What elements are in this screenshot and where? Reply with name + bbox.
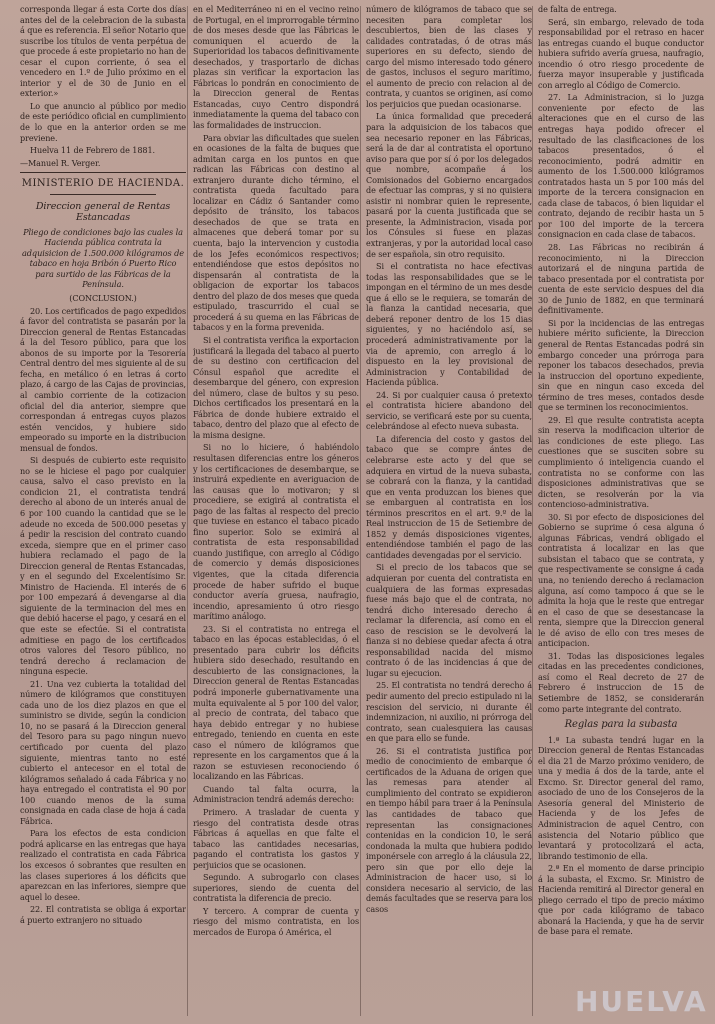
paragraph: Y tercero. A comprar de cuenta y riesgo del mismo contratista, en los mercados de Europa ó América, el [193,905,359,938]
paragraph: en el Mediterráneo ni en el vecino reino de Portugal, en el improrrogable término de dos meses desde que las Fábricas le comuniquen el acuerdo de la Superioridad los tabacos definitivamente desechados, y trasportarlo de dichas plazas sin verificar la exportacion las Fábricas lo pondrán en conocimiento de la Direccion general de Rentas Estancadas, cuyo Centro dispondrá inmediatamente la quema del tabaco con las formalidades de instruccion. [193,4,359,131]
signature: —Manuel R. Verger. [20,157,101,168]
paragraph: Si después de cubierto este requisito no se le hiciese el pago por cualquier causa, salvo el caso previsto en la condicion 21, el contratista tendrá derecho al abono de un interés anual de 6 por 100 cuando la cantidad que se le adeude no exceda de 500.000 pesetas y á pedir la rescision del contrato cuando exceda, siempre que en el primer caso hubiera reclamado el pago de la Direccion general de Rentas Estancadas, y en el segundo del Excelentísimo Sr. Ministro de Hacienda. El interés de 6 por 100 empezará á devengarse al dia siguiente de la terminacion del mes en que debió hacerse el pago, y cesará en el que este se efectúe. Si el contratista admitiese en pago de los certificados otros valores del Tesoro público, no tendrá derecho á reclamacion de ninguna especie. [20,455,186,677]
paragraph: 28. Las Fábricas no recibirán á reconocimiento, ni la Direccion autorizará el de ninguna partida de tabaco presentada por el contratista por cuenta de este servicio despues del dia 30 de Junio de 1882, en que terminará definitivamente. [538,242,704,316]
column-rule [360,6,361,1016]
paragraph: 26. Si el contratista justifica por medio de conocimiento de embarque ó certificados de la Aduana de origen que las remesas para atender al cumplimiento del contrato se expidieron en tiempo hábil para traer á la Península las cantidades de tabaco que representan las consignaciones contenidas en la condicion 10, le será condonada la multa que hubiera podido imponérsele con arreglo á la cláusula 22, pero sin que por ello deje la Administracion de hacer uso, si lo considera necesario al servicio, de las demás facultades que se reserva para los casos [366,745,532,914]
paragraph: corresponda llegar á esta Corte dos días antes del de la celebracion de la subasta á que es referencia. El señor Notario que suscribe los títulos de venta perpétua de que procede á este propietario no han de cesar el cupon corriente, ó sea el vencedero en 1.º de Julio próximo en el interior y el de 30 de Junio en el exterior.» [20,4,186,99]
watermark-logo: HUELVA [575,985,708,1018]
paragraph: Si por la incidencias de las entregas hubiere mérito suficiente, la Direccion general de Rentas Estancadas podrá sin embargo conceder una prórroga para reponer los tabacos desechados, previa la instruccion del oportuno expediente, sin que en ningun caso exceda del término de tres meses, contados desde que se terminen los reconocimientos. [538,317,704,413]
paragraph: Para los efectos de esta condicion podrá aplicarse en las entregas que haya realizado el contratista en cada Fábrica los excesos ó sobrantes que resulten en las clases superiores á los déficits que aparezcan en las inferiores, siempre que aquel lo desee. [20,828,186,902]
paragraph: Si el contratista no hace efectivas todas las responsabilidades que se le impongan en el término de un mes desde que á ello se le requiera, se tomarán de la fianza la cantidad necesaria, que deberá reponer dentro de los 15 dias siguientes, y no haciéndolo así, se procederá administrativamente por la via de apremio, con arreglo á lo dispuesto en la ley provisional de Administracion y Contabilidad de Hacienda pública. [366,261,532,388]
column-1 [20,4,186,1020]
column-rule [532,6,533,1016]
paragraph: número de kilógramos de tabaco que se necesiten para completar los descubiertos, bien de las clases y calidades contratadas, ó de otras más superiores en su defecto, siendo de cargo del mismo interesado todo género de gastos, inclusos el seguro marítimo, el aumento de precio con relacion al de contrata, y cuantos se originen, así como los perjuicios que puedan ocasionarse. [366,4,532,109]
paragraph: Segundo. A subrogarlo con clases superiores, siendo de cuenta del contratista la diferencia de precio. [193,872,359,904]
paragraph: 1.ª La subasta tendrá lugar en la Direccion general de Rentas Estancadas el dia 21 de Marzo próximo venidero, de una y media á dos de la tarde, ante el Excmo. Sr. Director general del ramo, asociado de uno de los Consejeros de la Asesoría general del Ministerio de Hacienda y de los Jefes de Administracion de aquel Centro, con asistencia del Notario público que levantará y protocolizará el acta, librando testimonio de ella. [538,734,704,861]
paragraph: Lo que anuncio al público por medio de este periódico oficial en cumplimiento de lo que en la anterior orden se me previene. [20,100,186,143]
paragraph: Para obviar las dificultades que suelen en ocasiones de la falta de buques que admitan carga en los puntos en que radican las Fábricas con destino al extranjero durante dicho término, el contratista queda facultado para localizar en Cádiz ó Santander como depósito de tránsito, los tabacos desechados de que se trata en almacenes que deberá tomar por su cuenta, bajo la intervencion y custodia de los Jefes económicos respectivos; entendiéndose que estos depósitos no dispensarán al contratista de la obligacion de exportar los tabacos dentro del plazo de dos meses que queda estipulado, trascurrido el cual se procederá á su quema en las Fábricas de tabacos y en la forma prevenida. [193,132,359,333]
paragraph: Si el precio de los tabacos que se adquieran por cuenta del contratista en cualquiera de las formas expresadas fuese más bajo que el de contrata, no tendrá dicho interesado derecho á reclamar la diferencia, así como en el caso de rescision se le devolverá la fianza si no debiese quedar afecta á otra responsabilidad nacida del mismo contrato ó de las incidencias á que de lugar su ejecucion. [366,562,532,678]
reglas-heading: Reglas para la subasta [564,719,678,731]
paragraph: 30. Si por efecto de disposiciones del Gobierno se suprime ó cesa alguna ó algunas Fábricas, vendrá obligado el contratista á localizar en las que subsistan el tabaco que se contrata, y que respectivamente se consigne á cada una, no teniendo derecho á reclamacion alguna, así como tampoco á que se le admita la hoja que le reste que entregar en el caso de que se desestancase la renta, siempre que la Direccion general le dé aviso de ello con tres meses de anticipacion. [538,511,704,649]
paragraph: 23. Si el contratista no entrega el tabaco en las épocas establecidas, ó el presentado para cubrir los déficits hubiera sido desechado, resultando en descubierto de las consignaciones, la Direccion general de Rentas Estancadas podrá imponerle gubernativamente una multa equivalente al 5 por 100 del valor, al precio de contrata, del tabaco que haya debido entregar y no hubiese entregado, teniendo en cuenta en este caso el número de kilógramos que represente en los cargamentos que á la razon se estuviesen reconociendo ó localizando en las Fábricas. [193,623,359,782]
paragraph: 2.ª En el momento de darse principio á la subasta, el Excmo. Sr. Ministro de Hacienda remitirá al Director general en pliego cerrado el tipo de precio máximo que por cada kilógramo de tabaco abonará la Hacienda, y que ha de servir de base para el remate. [538,863,704,937]
paragraph: Será, sin embargo, relevado de toda responsabilidad por el retraso en hacer las entregas cuando el buque conductor hubiera sufrido avería gruesa, naufragio, incendio ó otro riesgo procedente de fuerza mayor insuperable y justificada con arreglo al Código de Comercio. [538,16,704,90]
paragraph: 21. Una vez cubierta la totalidad del número de kilógramos que constituyen cada uno de los diez plazos en que el suministro se divide, según la condicion 10, no se pasará á la Direccion general del Tesoro para su pago ningun nuevo certificado por cuenta del plazo siguiente, mientras tanto no esté cubierto el antecesor en el total de kilógramos señalado á cada Fábrica y no haya entregado el contratista el 90 por 100 cuando menos de la suma consignada en cada clase de hoja á cada Fábrica. [20,678,186,826]
paragraph: 29. El que resulte contratista acepta sin reserva la modificacion ulterior de las condiciones de este pliego. Las cuestiones que se susciten sobre su cumplimiento ó inteligencia cuando el contratista no se conforme con las disposiciones administrativas que se dicten, se resolverán por la via contencioso-administrativa. [538,414,704,510]
date-line: Huelva 11 de Febrero de 1881. [30,145,155,156]
conclusion-label: (CONCLUSION.) [69,293,137,304]
paragraph: 25. El contratista no tendrá derecho á pedir aumento del precio estipulado ni la rescision del servicio, ni durante él indemnizacion, ni auxilio, ni prórroga del contrato, sean cualesquiera las causas en que para ello se funde. [366,680,532,744]
paragraph: Si el contratista verifica la exportacion justificará la llegada del tabaco al puerto de su destino con certificacion del Cónsul español que acredite el desembarque del género, con expresion del número, clase de bultos y su peso. Dichos certificados los presentará en la Fábrica de donde hubiere extraido el tabaco, dentro del plazo que al efecto de la misma designe. [193,334,359,440]
column-3 [366,4,532,1020]
divider [50,194,156,195]
paragraph: La diferencia del costo y gastos del tabaco que se compre ántes de celebrarse este acto y del que se adquiera en virtud de la nueva subasta, se cobrará con la fianza, y la cantidad que en venta produzcan los bienes que se embarguen al contratista en los términos prescritos en el art. 9.º de la Real instruccion de 15 de Setiembre de 1852 y demás disposiciones vigentes, entendiéndose también el pago de las cantidades devengadas por el servicio. [366,433,532,560]
paragraph: Primero. A trasladar de cuenta y riesgo del contratista desde otras Fábricas á aquellas en que falte el tabaco las cantidades necesarias, pagando el contratista los gastos y perjuicios que se ocasionen. [193,807,359,870]
paragraph: 27. La Administracion, si lo juzga conveniente por efecto de las alteraciones que en el curso de las entregas haya podido ofrecer el resultado de las clasificaciones de los tabacos presentados, ó el reconocimiento, podrá admitir en aumento de los 1.500.000 kilógramos contratados hasta un 5 por 100 más del importe de la tercera consignacion en cada clase de tabacos, ó bien liquidar el contrato, dejando de recibir hasta un 5 por 100 del importe de la tercera consignacion en cada clase de tabacos. [538,92,704,240]
column-2 [193,4,359,1020]
column-4 [538,4,708,1020]
paragraph: Si no lo hiciere, ó habiéndolo resultasen diferencias entre los géneros y los certificaciones de desembarque, se instruirá expediente en averiguacion de las causas que lo motivaron; y si procediere, se exigirá al contratista el pago de las faltas al respecto del precio que tuviese en estanco el tabaco picado fino superior. Solo se eximirá al contratista de esta responsabilidad cuando justifique, con arreglo al Código de comercio y demás disposiciones vigentes, que la citada diferencia procede de haber sufrido el buque conductor avería gruesa, naufragio, incendio, apresamiento ú otro riesgo marítimo análogo. [193,442,359,622]
section-title: MINISTERIO DE HACIENDA. [21,178,185,190]
pliego-heading: Pliego de condiciones bajo las cuales la Hacienda pública contrata la adquisicion de 1.500.000 kilógramos de tabaco en hoja Bribón ó Puerto Rico para surtido de las Fábricas de la Península. [22,226,184,290]
divider [20,172,186,173]
paragraph: 22. El contratista se obliga á exportar á puerto extranjero no situado [20,904,186,925]
paragraph: 31. Todas las disposiciones legales citadas en las precedentes condiciones, así como el Real decreto de 27 de Febrero é instruccion de 15 de Setiembre de 1852, se considerarán como parte integrante del contrato. [538,650,704,714]
paragraph: 20. Los certificados de pago expedidos á favor del contratista se pasarán por la Direccion general de Rentas Estancadas á la del Tesoro público, para que los abonos de su importe por la Tesorería Central dentro del mes siguiente al de su fecha, en metálico ó en letras á corto plazo, á cargo de las Cajas de provincias, al cambio corriente de la cotizacion oficial del dia anterior, siempre que correspondan á entregas cuyos plazos estén vencidos, y hubiere sido empeorado su importe en la distribucion mensual de fondos. [20,305,186,453]
paragraph: de falta de entrega. [538,4,617,14]
paragraph: 24. Si por cualquier causa ó pretexto el contratista hiciere abandono del servicio, se verificará este por su cuenta, celebrándose al efecto nueva subasta. [366,389,532,432]
section-subtitle: Direccion general de Rentas Estancadas [35,200,171,223]
paragraph: La única formalidad que precederá para la adquisicion de los tabacos que sea necesario reponer en las Fábricas, será la de dar al contratista el oportuno aviso para que por sí ó por los delegados que nombre, acompañe á los Comisionados del Gobierno encargados de efectuar las compras, y si no quisiera asistir ni nombrar quien le represente, pasará por la cuenta justificada que se presente, la Administracion, visada por los Cónsules si fuese en plazas extranjeras, y por la autoridad local caso de ser española, sin otro requisito. [366,111,532,259]
paragraph: Cuando tal falta ocurra, la Administracion tendrá además derecho: [193,783,359,805]
column-rule [187,6,188,1016]
